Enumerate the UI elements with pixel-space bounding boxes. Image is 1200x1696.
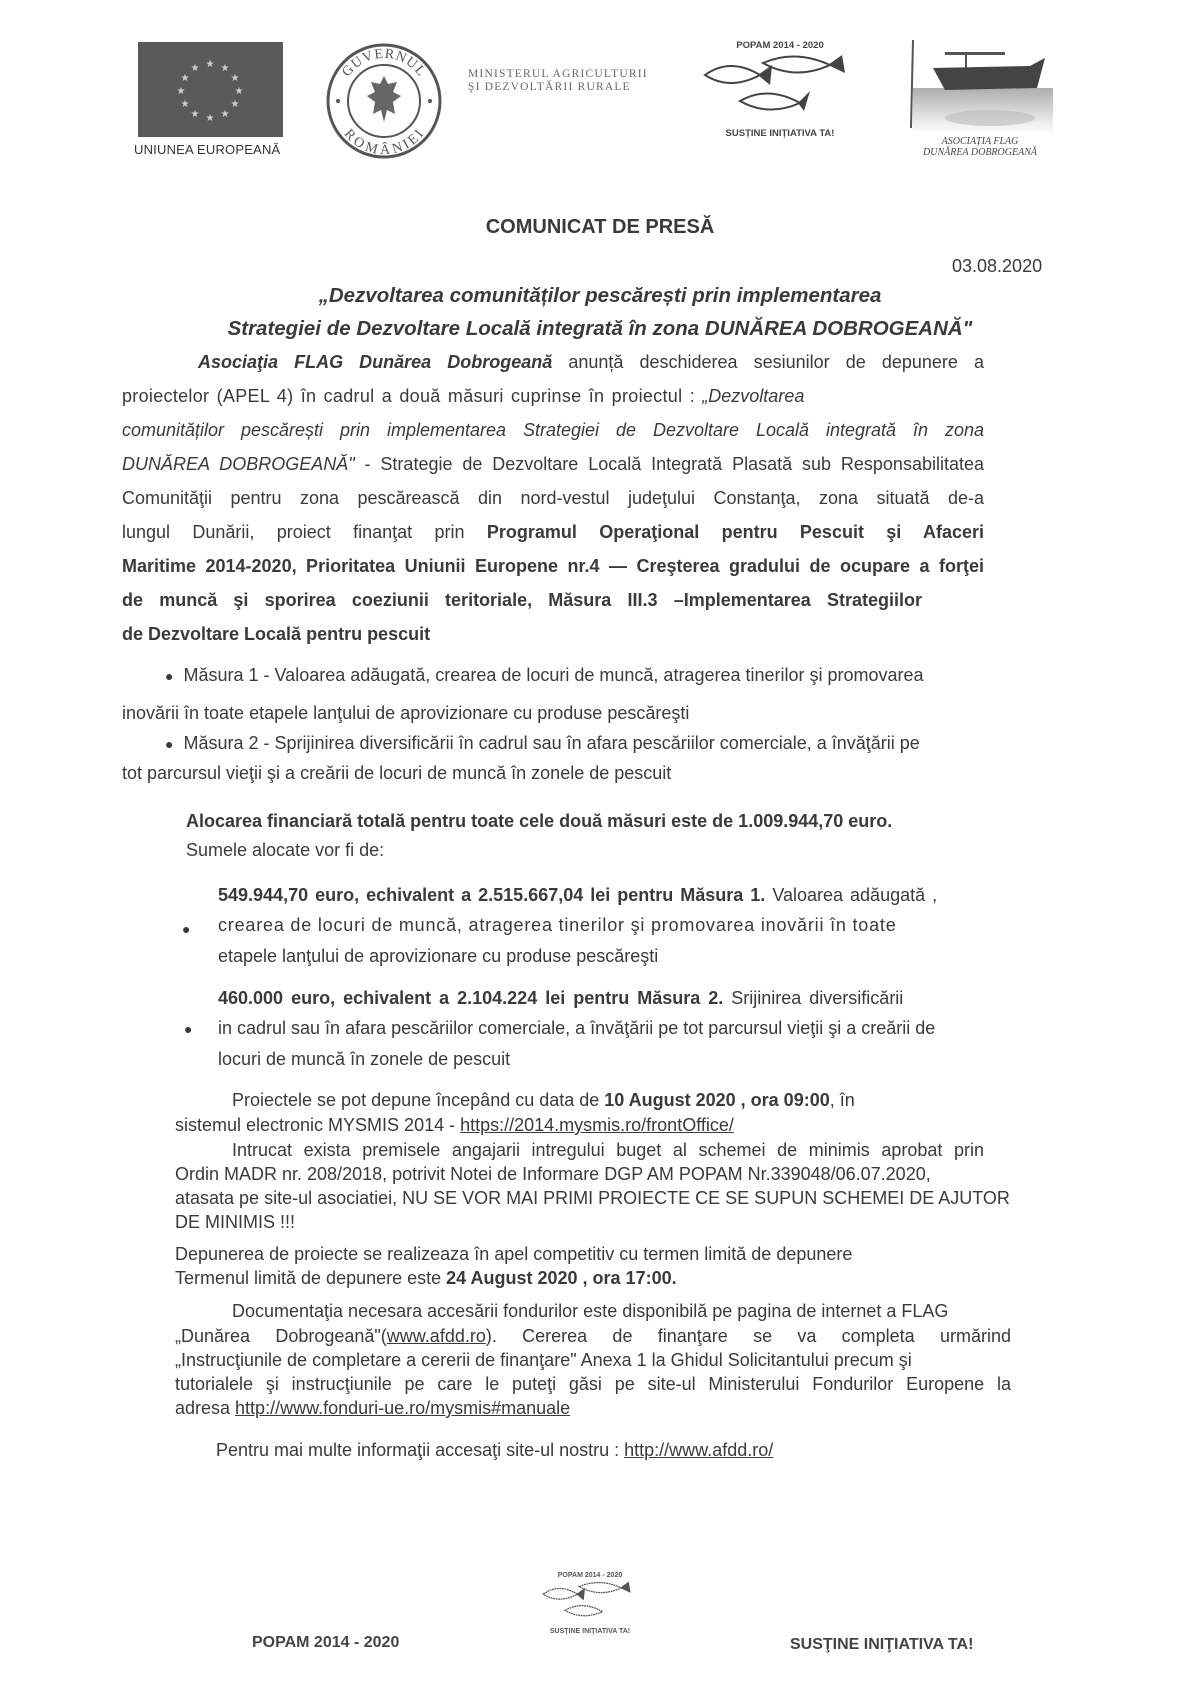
- intro-text: proiectelor (APEL 4) în cadrul a două măsuri cuprinse în proiectul :: [122, 386, 703, 406]
- bullet-icon: ●: [165, 668, 174, 684]
- submission-deadline: 24 August 2020 , ora 17:00.: [446, 1268, 677, 1288]
- measure-1-line-1: Măsura 1 - Valoarea adăugată, crearea de locuri de muncă, atragerea tinerilor şi promovarea: [183, 665, 924, 685]
- svg-text:★: ★: [176, 86, 186, 97]
- submission-line-5: atasata pe site-ul asociatiei, NU SE VOR MAI PRIMI PROIECTE CE SE SUPUN SCHEMEI DE AJUTOR: [175, 1188, 1010, 1208]
- intro-line-1: [198, 352, 984, 373]
- boat-icon: [905, 38, 1055, 138]
- svg-text:★: ★: [230, 73, 240, 84]
- footer-program-label: POPAM 2014 - 2020: [252, 1634, 400, 1651]
- allocation-item-2-line-1: [218, 988, 903, 1009]
- eu-flag-logo: [138, 42, 283, 137]
- submission-start-date: 10 August 2020 , ora 09:00: [604, 1090, 830, 1110]
- subtitle-line-1: „Dezvoltarea comunităților pescărești prin implementarea: [318, 284, 882, 307]
- project-name: „Dezvoltarea: [702, 386, 805, 406]
- intro-text: - Strategie de Dezvoltare Locală Integrată Plasată sub Responsabilitatea: [354, 454, 984, 474]
- svg-text:★: ★: [190, 109, 200, 120]
- allocation-amount-2: 460.000 euro, echivalent a 2.104.224 lei pentru Măsura 2.: [218, 988, 724, 1008]
- fish-icon: [700, 51, 860, 121]
- svg-text:★: ★: [180, 73, 190, 84]
- intro-line-3: comunităților pescărești prin implementarea Strategiei de Dezvoltare Locală integrată în zona: [122, 420, 984, 440]
- submission-line-1: [232, 1090, 855, 1111]
- eu-label: UNIUNEA EUROPEANĂ: [134, 142, 281, 157]
- intro-line-5: Comunităţii pentru zona pescărească din nord-vestul judeţului Constanţa, zona situată de-a: [122, 488, 984, 508]
- more-info-line: [216, 1440, 773, 1461]
- bullet-icon: ●: [182, 921, 191, 937]
- subtitle-line-2: Strategiei de Dezvoltare Locală integrată în zona DUNĂREA DOBROGEANĂ": [227, 317, 973, 340]
- svg-text:★: ★: [230, 99, 240, 110]
- allocation-total: Alocarea financiară totală pentru toate cele două măsuri este de 1.009.944,70 euro.: [186, 811, 893, 831]
- documentation-line-5: [175, 1398, 570, 1419]
- association-name: Asociaţia FLAG Dunărea Dobrogeană: [198, 352, 553, 372]
- bullet-icon: ●: [165, 736, 174, 752]
- submission-text: Proiectele se pot depune începând cu data de: [232, 1090, 605, 1110]
- intro-line-7: Maritime 2014-2020, Prioritatea Uniunii Europene nr.4 — Creşterea gradului de ocupare a forţei: [122, 556, 984, 576]
- ministry-line-1: MINISTERUL AGRICULTURII: [468, 68, 648, 80]
- submission-text: Termenul limită de depunere este: [175, 1268, 447, 1288]
- seal-bottom-text: ROMÂNIEI: [340, 126, 428, 158]
- popam-logo-title: POPAM 2014 - 2020: [736, 40, 824, 51]
- intro-text: lungul Dunării, proiect finanţat prin: [122, 522, 487, 542]
- measure-2-line-2: tot parcursul vieţii şi a creării de locuri de muncă în zonele de pescuit: [122, 763, 672, 783]
- flag-caption-line-2: DUNĂREA DOBROGEANĂ: [923, 147, 1037, 158]
- bullet-icon: ●: [184, 1021, 193, 1037]
- intro-line-2: [122, 386, 804, 407]
- ministry-logo: [468, 68, 648, 94]
- documentation-text: ). Cererea de finanţare se va completa urmărind: [485, 1326, 1011, 1346]
- submission-line-8: [175, 1268, 677, 1289]
- documentation-line-3: „Instrucţiunile de completare a cererii de finanţare" Anexa 1 la Ghidul Solicitantului precum şi: [175, 1350, 912, 1370]
- submission-line-6: DE MINIMIS !!!: [175, 1212, 296, 1232]
- flag-logo-caption: [905, 136, 1055, 158]
- footer-slogan: SUSŢINE INIŢIATIVA TA!: [790, 1636, 974, 1653]
- document-title: COMUNICAT DE PRESĂ: [485, 216, 715, 238]
- documentation-text: adresa: [175, 1398, 236, 1418]
- svg-text:★: ★: [234, 86, 244, 97]
- afdd-website-link[interactable]: http://www.afdd.ro/: [624, 1440, 774, 1460]
- ministry-line-2: ŞI DEZVOLTĂRII RURALE: [468, 81, 631, 93]
- allocation-amount-1: 549.944,70 euro, echivalent a 2.515.667,04 lei pentru Măsura 1.: [218, 885, 766, 905]
- afdd-link[interactable]: www.afdd.ro: [386, 1326, 486, 1346]
- allocation-item-2-line-2: in cadrul sau în afara pescăriilor comerciale, a învăţării pe tot parcursul vieţii şi a creării de: [218, 1018, 936, 1038]
- allocation-text: Valoarea adăugată ,: [765, 885, 938, 905]
- allocation-intro: Sumele alocate vor fi de:: [186, 840, 385, 860]
- submission-text: sistemul electronic MYSMIS 2014 -: [175, 1115, 461, 1135]
- intro-line-6: [122, 522, 984, 543]
- footer-logo-slogan: SUSŢINE INIŢIATIVA TA!: [549, 1628, 631, 1635]
- allocation-item-1-line-3: etapele lanţului de aprovizionare cu produse pescăreşti: [218, 946, 659, 966]
- flag-association-logo: [905, 38, 1055, 163]
- allocation-item-1-line-2: crearea de locuri de muncă, atragerea tinerilor şi promovarea inovării în toate: [218, 915, 897, 935]
- seal-top-text: GUVERNUL: [339, 46, 429, 80]
- more-info-text: Pentru mai multe informaţii accesaţi site-ul nostru :: [216, 1440, 625, 1460]
- svg-text:★: ★: [220, 109, 230, 120]
- allocation-text: Srijinirea diversificării: [723, 988, 904, 1008]
- measure-1-item: [165, 665, 924, 686]
- svg-text:★: ★: [190, 63, 200, 74]
- allocation-item-2-line-3: locuri de muncă în zonele de pescuit: [218, 1049, 511, 1069]
- eu-stars-icon: [138, 42, 283, 137]
- documentation-text: „Dunărea Dobrogeană"(: [175, 1326, 387, 1346]
- submission-line-4: Ordin MADR nr. 208/2018, potrivit Notei de Informare DGP AM POPAM Nr.339048/06.07.2020,: [175, 1164, 931, 1184]
- intro-line-4: [122, 454, 984, 475]
- flag-caption-line-1: ASOCIAȚIA FLAG: [941, 136, 1019, 147]
- mysmis-link[interactable]: https://2014.mysmis.ro/frontOffice/: [460, 1115, 734, 1135]
- measure-2-line-1: Măsura 2 - Sprijinirea diversificării în cadrul sau în afara pescăriilor comerciale, a învăţării pe: [183, 733, 920, 753]
- svg-text:★: ★: [205, 113, 215, 124]
- svg-text:★: ★: [220, 63, 230, 74]
- intro-line-8: de muncă şi sporirea coeziunii teritoriale, Măsura III.3 –Implementarea Strategiilor: [122, 590, 922, 610]
- footer-logo-title: POPAM 2014 - 2020: [557, 1572, 623, 1579]
- submission-text: , în: [829, 1090, 855, 1110]
- document-date: 03.08.2020: [952, 256, 1043, 276]
- intro-text: anunță deschiderea sesiunilor de depunere a: [568, 352, 984, 372]
- submission-line-3: Intrucat exista premisele angajarii intregului buget al schemei de minimis aprobat prin: [232, 1140, 984, 1160]
- documentation-line-4: tutorialele şi instrucţiunile pe care le puteţi găsi pe site-ul Ministerului Fondurilor Europene la: [175, 1374, 1011, 1394]
- documentation-line-2: [175, 1326, 1011, 1347]
- popam-logo: [700, 40, 860, 158]
- submission-line-2: [175, 1115, 734, 1136]
- documentation-line-1: Documentaţia necesara accesării fondurilor este disponibilă pe pagina de internet a FLAG: [232, 1301, 949, 1321]
- measure-1-line-2: inovării în toate etapele lanţului de aprovizionare cu produse pescăreşti: [122, 703, 690, 723]
- svg-text:★: ★: [205, 59, 215, 70]
- fonduri-ue-link[interactable]: http://www.fonduri-ue.ro/mysmis#manuale: [235, 1398, 571, 1418]
- footer-popam-logo: [520, 1572, 660, 1677]
- measure-2-item: [165, 733, 920, 754]
- program-name: Programul Operaţional pentru Pescuit şi Afaceri: [486, 522, 984, 542]
- allocation-item-1-line-1: [218, 885, 937, 906]
- intro-line-9: de Dezvoltare Locală pentru pescuit: [122, 624, 431, 644]
- government-seal-logo: [325, 42, 443, 160]
- project-name: DUNĂREA DOBROGEANĂ": [122, 454, 355, 474]
- svg-text:★: ★: [180, 99, 190, 110]
- popam-logo-slogan: SUSȚINE INIȚIATIVA TA!: [725, 128, 835, 139]
- fish-icon: [540, 1579, 640, 1623]
- submission-line-7: Depunerea de proiecte se realizeaza în apel competitiv cu termen limită de depunere: [175, 1244, 853, 1264]
